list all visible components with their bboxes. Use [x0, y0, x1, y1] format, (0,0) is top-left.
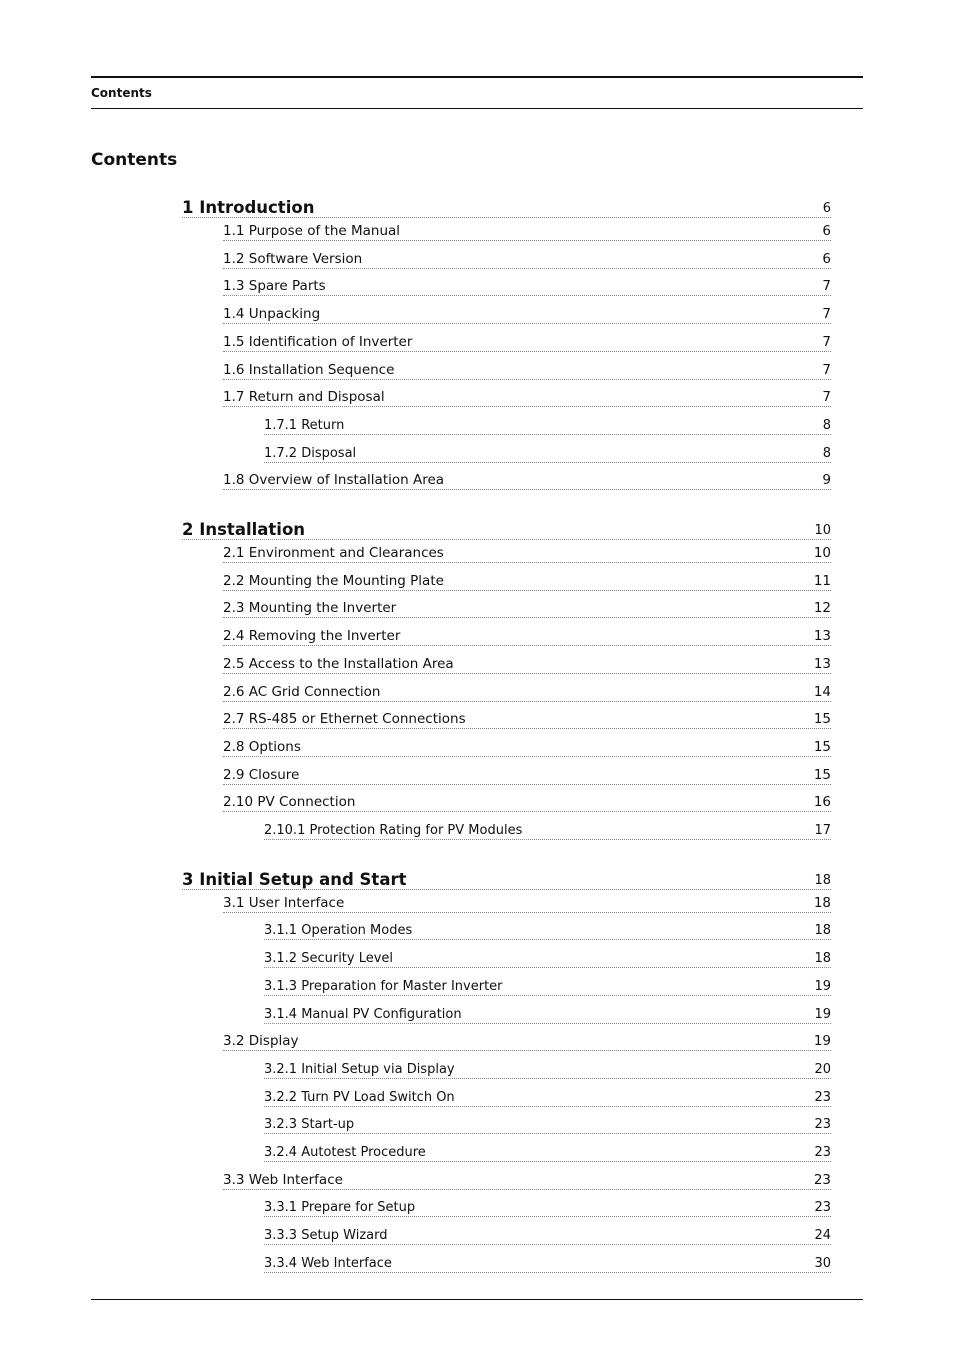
toc-entry-title: 2.7 RS-485 or Ethernet Connections — [223, 711, 466, 728]
toc-entry-level-3[interactable] — [264, 1003, 831, 1024]
toc-entry-level-2[interactable] — [223, 708, 831, 729]
toc-entry-page-number: 13 — [813, 628, 831, 645]
toc-entry-page-number: 23 — [814, 1145, 831, 1160]
toc-entry-page-number: 23 — [814, 1089, 831, 1105]
toc-entry-title: 3.3.3 Setup Wizard — [264, 1228, 388, 1244]
toc-entry-title: 3 Initial Setup and Start — [182, 869, 407, 889]
toc-entry-page-number: 7 — [822, 361, 831, 378]
toc-entry-level-3[interactable] — [264, 1252, 831, 1273]
toc-entry-level-3[interactable] — [264, 1113, 831, 1134]
toc-entry-level-2[interactable] — [223, 220, 831, 241]
toc-entry-level-3[interactable] — [264, 947, 831, 968]
toc-entry-level-3[interactable] — [264, 819, 831, 840]
toc-entry-page-number: 6 — [822, 201, 831, 216]
toc-entry-title: 1.2 Software Version — [223, 250, 363, 267]
toc-entry-title: 2.4 Removing the Inverter — [223, 628, 401, 645]
toc-entry-title: 3.2.3 Start-up — [264, 1117, 355, 1133]
toc-entry-page-number: 14 — [813, 683, 831, 700]
toc-entry-level-3[interactable] — [264, 1058, 831, 1079]
toc-entry-title: 3.1.4 Manual PV Configuration — [264, 1006, 462, 1022]
toc-entry-level-3[interactable] — [264, 1196, 831, 1217]
toc-entry-title: 3.3 Web Interface — [223, 1171, 343, 1188]
toc-entry-title: 1 Introduction — [182, 198, 315, 217]
toc-entry-level-2[interactable] — [223, 1169, 831, 1190]
toc-entry-title: 2.10.1 Protection Rating for PV Modules — [264, 823, 523, 838]
toc-entry-title: 3.3.4 Web Interface — [264, 1255, 392, 1271]
toc-entry-level-3[interactable] — [264, 1224, 831, 1245]
toc-entry-page-number: 30 — [814, 1255, 831, 1271]
toc-entry-level-2[interactable] — [223, 597, 831, 618]
toc-entry-level-2[interactable] — [223, 386, 831, 407]
toc-entry-title: 1.4 Unpacking — [223, 306, 321, 323]
toc-entry-title: 2 Installation — [182, 520, 306, 539]
toc-entry-title: 2.8 Options — [223, 738, 301, 755]
toc-entry-title: 3.1.3 Preparation for Master Inverter — [264, 978, 503, 994]
toc-entry-level-1[interactable] — [182, 191, 831, 218]
toc-entry-level-2[interactable] — [223, 542, 831, 563]
toc-entry-title: 3.3.1 Prepare for Setup — [264, 1200, 416, 1216]
toc-entry-level-3[interactable] — [264, 1141, 831, 1162]
toc-entry-level-2[interactable] — [223, 275, 831, 296]
toc-entry-page-number: 7 — [822, 389, 831, 406]
toc-entry-page-number: 23 — [814, 1200, 831, 1216]
toc-entry-page-number: 20 — [814, 1061, 831, 1077]
toc-entry-title: 1.6 Installation Sequence — [223, 361, 395, 378]
toc-entry-title: 2.5 Access to the Installation Area — [223, 655, 454, 672]
toc-entry-page-number: 7 — [822, 278, 831, 295]
toc-entry-level-2[interactable] — [223, 892, 831, 913]
toc-entry-level-3[interactable] — [264, 919, 831, 940]
toc-entry-page-number: 6 — [822, 250, 831, 267]
toc-entry-page-number: 7 — [822, 306, 831, 323]
toc-entry-level-2[interactable] — [223, 248, 831, 269]
toc-entry-level-2[interactable] — [223, 469, 831, 490]
toc-entry-page-number: 18 — [814, 872, 831, 888]
toc-entry-page-number: 18 — [813, 894, 831, 911]
toc-entry-level-2[interactable] — [223, 570, 831, 591]
toc-entry-page-number: 19 — [813, 1033, 831, 1050]
toc-entry-title: 2.1 Environment and Clearances — [223, 545, 444, 561]
toc-entry-level-2[interactable] — [223, 331, 831, 352]
toc-entry-title: 2.2 Mounting the Mounting Plate — [223, 572, 444, 589]
toc-entry-title: 3.2.2 Turn PV Load Switch On — [264, 1089, 455, 1105]
toc-entry-page-number: 8 — [822, 445, 831, 461]
toc-entry-level-2[interactable] — [223, 791, 831, 812]
toc-entry-page-number: 23 — [814, 1117, 831, 1133]
toc-entry-level-3[interactable] — [264, 1086, 831, 1107]
toc-entry-title: 2.10 PV Connection — [223, 794, 356, 811]
toc-entry-title: 1.5 Identification of Inverter — [223, 333, 413, 350]
toc-entry-title: 1.7.2 Disposal — [264, 445, 357, 461]
toc-entry-page-number: 24 — [814, 1228, 831, 1244]
toc-entry-page-number: 11 — [813, 572, 831, 589]
toc-entry-title: 1.3 Spare Parts — [223, 278, 326, 295]
toc-entry-level-3[interactable] — [264, 414, 831, 435]
toc-entry-page-number: 15 — [813, 766, 831, 783]
toc-entry-level-2[interactable] — [223, 303, 831, 324]
toc-entry-title: 3.1.2 Security Level — [264, 951, 394, 967]
toc-entry-page-number: 10 — [814, 523, 831, 538]
toc-entry-title: 2.9 Closure — [223, 766, 300, 783]
toc-entry-level-1[interactable] — [182, 513, 831, 540]
toc-entry-level-3[interactable] — [264, 442, 831, 463]
toc-entry-page-number: 15 — [813, 711, 831, 728]
toc-entry-page-number: 18 — [814, 923, 831, 939]
toc-entry-level-1[interactable] — [182, 863, 831, 890]
toc-entry-level-3[interactable] — [264, 975, 831, 996]
toc-entry-title: 1.7 Return and Disposal — [223, 389, 385, 406]
toc-entry-title: 3.1.1 Operation Modes — [264, 923, 413, 939]
toc-entry-page-number: 23 — [813, 1171, 831, 1188]
toc-entry-page-number: 16 — [813, 794, 831, 811]
footer-rule — [91, 1299, 863, 1300]
toc-entry-title: 2.3 Mounting the Inverter — [223, 600, 397, 617]
toc-entry-title: 3.2.1 Initial Setup via Display — [264, 1061, 455, 1077]
toc-entry-level-2[interactable] — [223, 653, 831, 674]
toc-entry-page-number: 8 — [822, 417, 831, 433]
page-title: Contents — [91, 150, 178, 170]
toc-entry-page-number: 19 — [814, 1006, 831, 1022]
toc-entry-page-number: 10 — [813, 545, 831, 561]
toc-entry-level-2[interactable] — [223, 681, 831, 702]
toc-entry-title: 3.2.4 Autotest Procedure — [264, 1145, 426, 1160]
running-header: Contents — [91, 86, 152, 100]
toc-entry-level-2[interactable] — [223, 736, 831, 757]
toc-entry-title: 1.7.1 Return — [264, 417, 345, 433]
toc-entry-page-number: 13 — [813, 655, 831, 672]
toc-entry-page-number: 12 — [813, 600, 831, 617]
toc-entry-page-number: 9 — [822, 472, 831, 489]
toc-entry-title: 3.2 Display — [223, 1033, 299, 1050]
toc-entry-page-number: 6 — [822, 223, 831, 239]
toc-entry-page-number: 7 — [822, 333, 831, 350]
toc-entry-level-2[interactable] — [223, 764, 831, 785]
toc-entry-title: 1.8 Overview of Installation Area — [223, 472, 445, 489]
toc-entry-level-2[interactable] — [223, 1030, 831, 1051]
toc-entry-page-number: 15 — [813, 738, 831, 755]
toc-entry-page-number: 17 — [814, 823, 831, 838]
toc-entry-title: 3.1 User Interface — [223, 894, 345, 911]
toc-entry-title: 1.1 Purpose of the Manual — [223, 223, 401, 239]
toc-entry-page-number: 19 — [814, 978, 831, 994]
toc-entry-level-2[interactable] — [223, 625, 831, 646]
toc-entry-title: 2.6 AC Grid Connection — [223, 683, 381, 700]
toc-entry-page-number: 18 — [814, 951, 831, 967]
toc-entry-level-2[interactable] — [223, 359, 831, 380]
